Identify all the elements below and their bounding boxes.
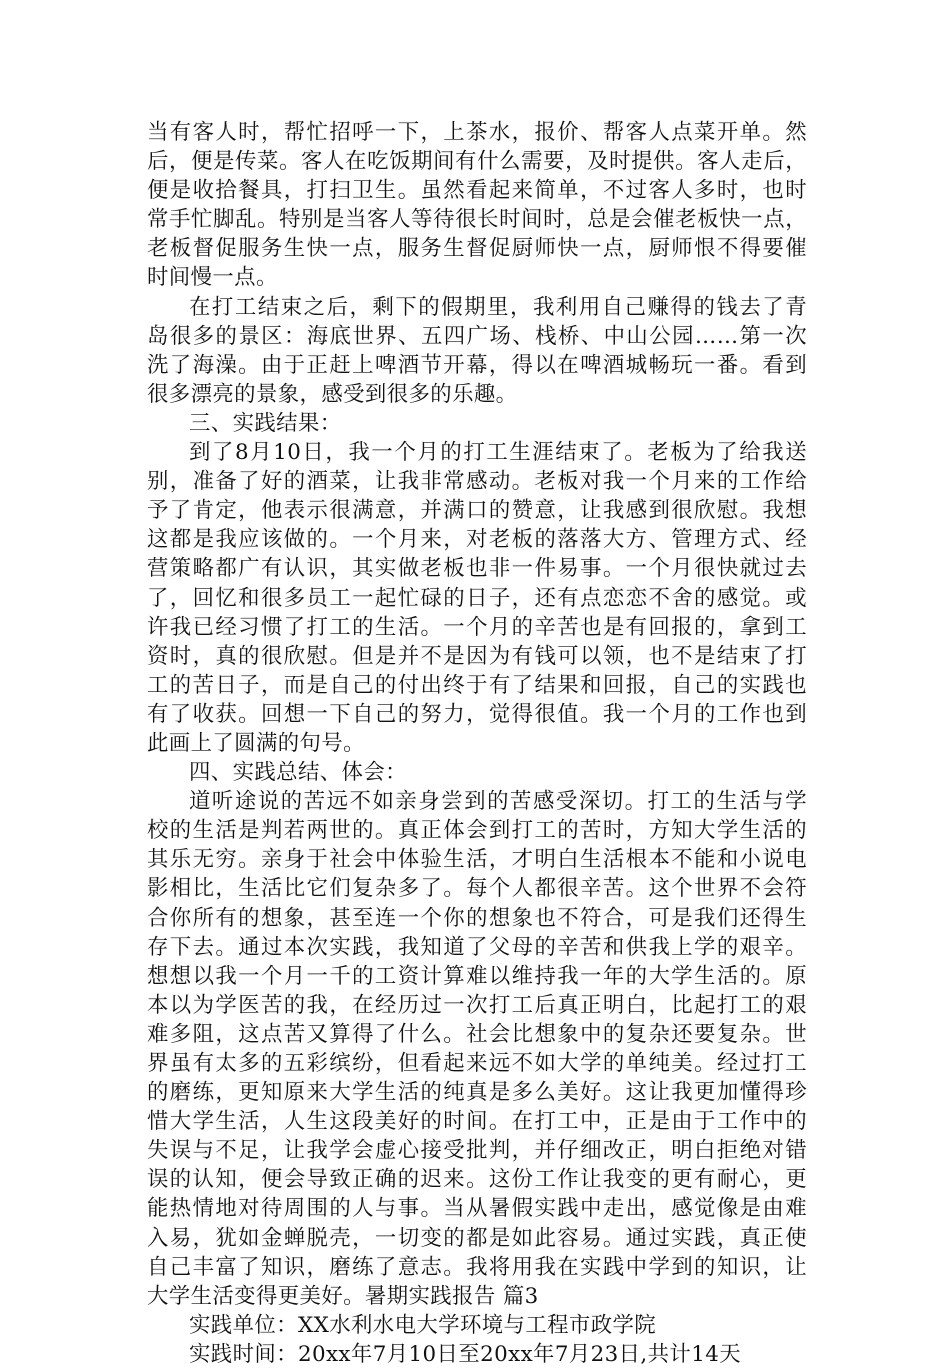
text-line: 时间慢一点。 [147, 265, 278, 291]
text-line: 予了肯定，他表示很满意，并满口的赞意，让我感到很欣慰。我想 [147, 498, 807, 524]
text-line: 界虽有太多的五彩缤纷，但看起来远不如大学的单纯美。经过打工 [147, 1051, 807, 1076]
text-line: 后，便是传菜。客人在吃饭期间有什么需要，及时提供。客人走后， [147, 149, 807, 175]
text-line: 误的认知，便会导致正确的迟来。这份工作让我变的更有耐心，更 [147, 1167, 807, 1193]
text-line: 此画上了圆满的句号。 [147, 730, 365, 756]
text-line: 实践时间：20xx年7月10日至20xx年7月23日,共计14天 [189, 1341, 742, 1367]
text-line: 实践单位：XX水利水电大学环境与工程市政学院 [189, 1312, 657, 1338]
text-line: 大学生活变得更美好。暑期实践报告 篇3 [147, 1283, 539, 1309]
text-line: 三、实践结果： [189, 410, 342, 436]
text-line: 存下去。通过本次实践，我知道了父母的辛苦和供我上学的艰辛。 [147, 934, 807, 960]
text-line: 能热情地对待周围的人与事。当从暑假实践中走出，感觉像是由难 [147, 1196, 807, 1222]
text-line: 本以为学医苦的我，在经历过一次打工后真正明白，比起打工的艰 [147, 992, 807, 1018]
document-page [147, 118, 807, 1369]
text-line: 到了8月10日，我一个月的打工生涯结束了。老板为了给我送 [189, 440, 807, 466]
text-line: 老板督促服务生快一点，服务生督促厨师快一点，厨师恨不得要催 [147, 236, 807, 262]
text-line: 资时，真的很欣慰。但是并不是因为有钱可以领，也不是结束了打 [147, 643, 807, 669]
text-line: 道听途说的苦远不如亲身尝到的苦感受深切。打工的生活与学 [189, 789, 807, 815]
text-line: 入易，犹如金蝉脱壳，一切变的都是如此容易。通过实践，真正使 [147, 1225, 807, 1251]
text-line: 惜大学生活，人生这段美好的时间。在打工中，正是由于工作中的 [147, 1109, 807, 1135]
text-line: 洗了海澡。由于正赶上啤酒节开幕，得以在啤酒城畅玩一番。看到 [147, 352, 807, 378]
text-line: 失误与不足，让我学会虚心接受批判，并仔细改正，明白拒绝对错 [147, 1138, 807, 1164]
text-line: 别，准备了好的酒菜，让我非常感动。老板对我一个月来的工作给 [147, 469, 807, 495]
text-line: 很多漂亮的景象，感受到很多的乐趣。 [147, 381, 518, 407]
text-line: 其乐无穷。亲身于社会中体验生活，才明白生活根本不能和小说电 [147, 847, 807, 873]
text-line: 许我已经习惯了打工的生活。一个月的辛苦也是有回报的，拿到工 [147, 614, 807, 640]
text-line: 了，回忆和很多员工一起忙碌的日子，还有点恋恋不舍的感觉。或 [147, 585, 807, 611]
text-line: 难多阻，这点苦又算得了什么。社会比想象中的复杂还要复杂。世 [147, 1021, 807, 1047]
text-line: 自己丰富了知识，磨练了意志。我将用我在实践中学到的知识，让 [147, 1254, 807, 1280]
text-line: 常手忙脚乱。特别是当客人等待很长时间时，总是会催老板快一点， [147, 207, 807, 233]
text-line: 有了收获。回想一下自己的努力，觉得很值。我一个月的工作也到 [147, 701, 807, 727]
text-line: 在打工结束之后，剩下的假期里，我利用自己赚得的钱去了青 [189, 294, 807, 320]
text-line: 校的生活是判若两世的。真正体会到打工的苦时，方知大学生活的 [147, 818, 807, 844]
text-line: 工的苦日子，而是自己的付出终于有了结果和回报，自己的实践也 [147, 672, 807, 698]
text-line: 当有客人时，帮忙招呼一下，上茶水，报价、帮客人点菜开单。然 [147, 120, 807, 145]
text-line: 岛很多的景区：海底世界、五四广场、栈桥、中山公园……第一次 [147, 323, 807, 349]
text-line: 想想以我一个月一千的工资计算难以维持我一年的大学生活的。原 [147, 963, 807, 989]
text-line: 这都是我应该做的。一个月来，对老板的落落大方、管理方式、经 [147, 527, 807, 553]
text-line: 便是收拾餐具，打扫卫生。虽然看起来简单，不过客人多时，也时 [147, 178, 807, 204]
text-line: 的磨练，更知原来大学生活的纯真是多么美好。这让我更加懂得珍 [147, 1080, 807, 1106]
text-line: 四、实践总结、体会： [189, 760, 407, 786]
text-line: 影相比，生活比它们复杂多了。每个人都很辛苦。这个世界不会符 [147, 876, 807, 902]
text-line: 营策略都广有认识，其实做老板也非一件易事。一个月很快就过去 [147, 556, 807, 582]
text-line: 合你所有的想象，甚至连一个你的想象也不符合，可是我们还得生 [147, 905, 807, 931]
